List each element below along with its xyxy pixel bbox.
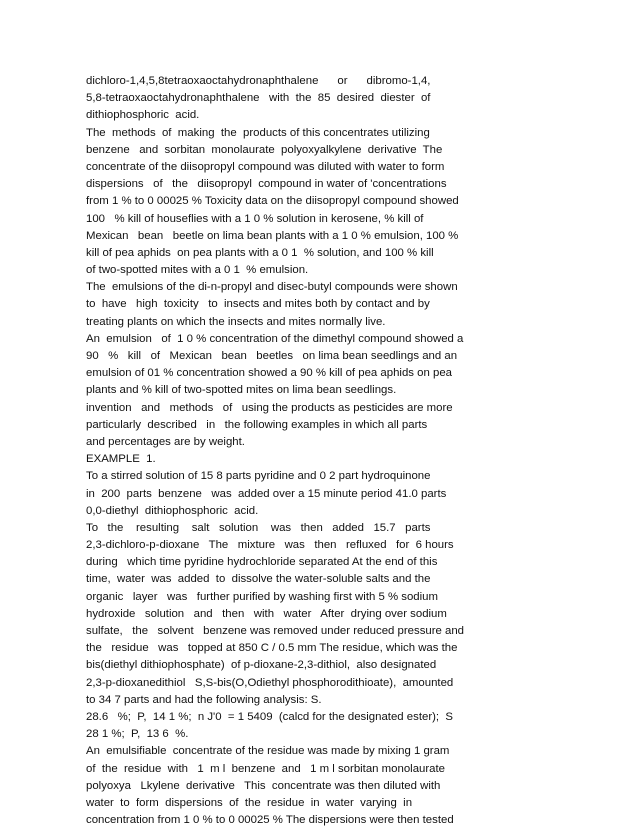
- text-line: EXAMPLE 1.: [86, 453, 156, 466]
- text-line: to 34 7 parts and had the following analysis: S.: [86, 693, 322, 706]
- text-line: 100 % kill of houseflies with a 1 0 % solution in kerosene, % kill of: [86, 212, 424, 225]
- text-line: water to form dispersions of the residue in water varying in: [86, 796, 413, 809]
- text-line: plants and % kill of two-spotted mites on lima bean seedlings.: [86, 384, 397, 397]
- text-line: concentrate of the diisopropyl compound was diluted with water to form: [86, 160, 445, 173]
- text-line: dithiophosphoric acid.: [86, 109, 200, 122]
- text-line: 0,0-diethyl dithiophosphoric acid.: [86, 504, 259, 517]
- text-line: the residue was topped at 850 C / 0.5 mm The residue, which was the: [86, 642, 458, 655]
- text-line: particularly described in the following examples in which all parts: [86, 418, 428, 431]
- text-line: To a stirred solution of 15 8 parts pyridine and 0 2 part hydroquinone: [86, 470, 431, 483]
- text-line: 28 1 %; P, 13 6 %.: [86, 728, 189, 741]
- text-line: sulfate, the solvent benzene was removed under reduced pressure and: [86, 625, 465, 637]
- text-line: time, water was added to dissolve the water-soluble salts and the: [86, 573, 431, 586]
- text-line: hydroxide solution and then with water After drying over sodium: [86, 607, 447, 620]
- text-line: benzene and sorbitan monolaurate polyoxyalkylene derivative The: [86, 143, 443, 156]
- text-line: 5,8-tetraoxaoctahydronaphthalene with the 85 desired diester of: [86, 92, 431, 105]
- text-line: concentration from 1 0 % to 0 00025 % The dispersions were then tested: [86, 814, 454, 827]
- text-line: treating plants on which the insects and mites normally live.: [86, 315, 386, 328]
- text-line: and percentages are by weight.: [86, 435, 245, 448]
- text-line: kill of pea aphids on pea plants with a 0 1 % solution, and 100 % kill: [86, 246, 434, 259]
- text-line: The methods of making the products of this concentrates utilizing: [86, 126, 430, 139]
- text-line: The emulsions of the di-n-propyl and disec-butyl compounds were shown: [86, 281, 458, 294]
- text-line: An emulsion of 1 0 % concentration of the dimethyl compound showed a: [86, 332, 464, 345]
- body-text: [86, 73, 586, 829]
- text-line: during which time pyridine hydrochloride separated At the end of this: [86, 556, 438, 569]
- text-line: of the residue with 1 m l benzene and 1 m l sorbitan monolaurate: [86, 762, 445, 775]
- text-line: from 1 % to 0 00025 % Toxicity data on the diisopropyl compound showed: [86, 195, 459, 208]
- text-line: dispersions of the diisopropyl compound in water of 'concentrations: [86, 178, 447, 191]
- text-line: 2,3-p-dioxanedithiol S,S-bis(O,Odiethyl phosphorodithioate), amounted: [86, 676, 454, 689]
- text-line: Mexican bean beetle on lima bean plants with a 1 0 % emulsion, 100 %: [86, 229, 459, 242]
- text-line: to have high toxicity to insects and mites both by contact and by: [86, 298, 430, 311]
- text-line: dichloro-1,4,5,8tetraoxaoctahydronaphthalene or dibromo-1,4,: [86, 75, 431, 87]
- text-line: organic layer was further purified by washing first with 5 % sodium: [86, 590, 438, 603]
- text-line: in 200 parts benzene was added over a 15 minute period 41.0 parts: [86, 487, 447, 500]
- text-line: polyoxya Lkylene derivative This concentrate was then diluted with: [86, 779, 441, 792]
- text-line: An emulsifiable concentrate of the residue was made by mixing 1 gram: [86, 745, 450, 758]
- text-line: 90 % kill of Mexican bean beetles on lima bean seedlings and an: [86, 350, 458, 362]
- text-line: emulsion of 01 % concentration showed a 90 % kill of pea aphids on pea: [86, 367, 453, 380]
- text-line: of two-spotted mites with a 0 1 % emulsion.: [86, 264, 309, 277]
- text-line: bis(diethyl dithiophosphate) of p-dioxane-2,3-dithiol, also designated: [86, 659, 437, 672]
- text-line: To the resulting salt solution was then added 15.7 parts: [86, 521, 431, 534]
- text-line: invention and methods of using the products as pesticides are more: [86, 401, 453, 414]
- text-line: 2,3-dichloro-p-dioxane The mixture was then refluxed for 6 hours: [86, 539, 454, 552]
- text-line: 28.6 %; P, 14 1 %; n J'0 = 1 5409 (calcd for the designated ester); S: [86, 710, 453, 723]
